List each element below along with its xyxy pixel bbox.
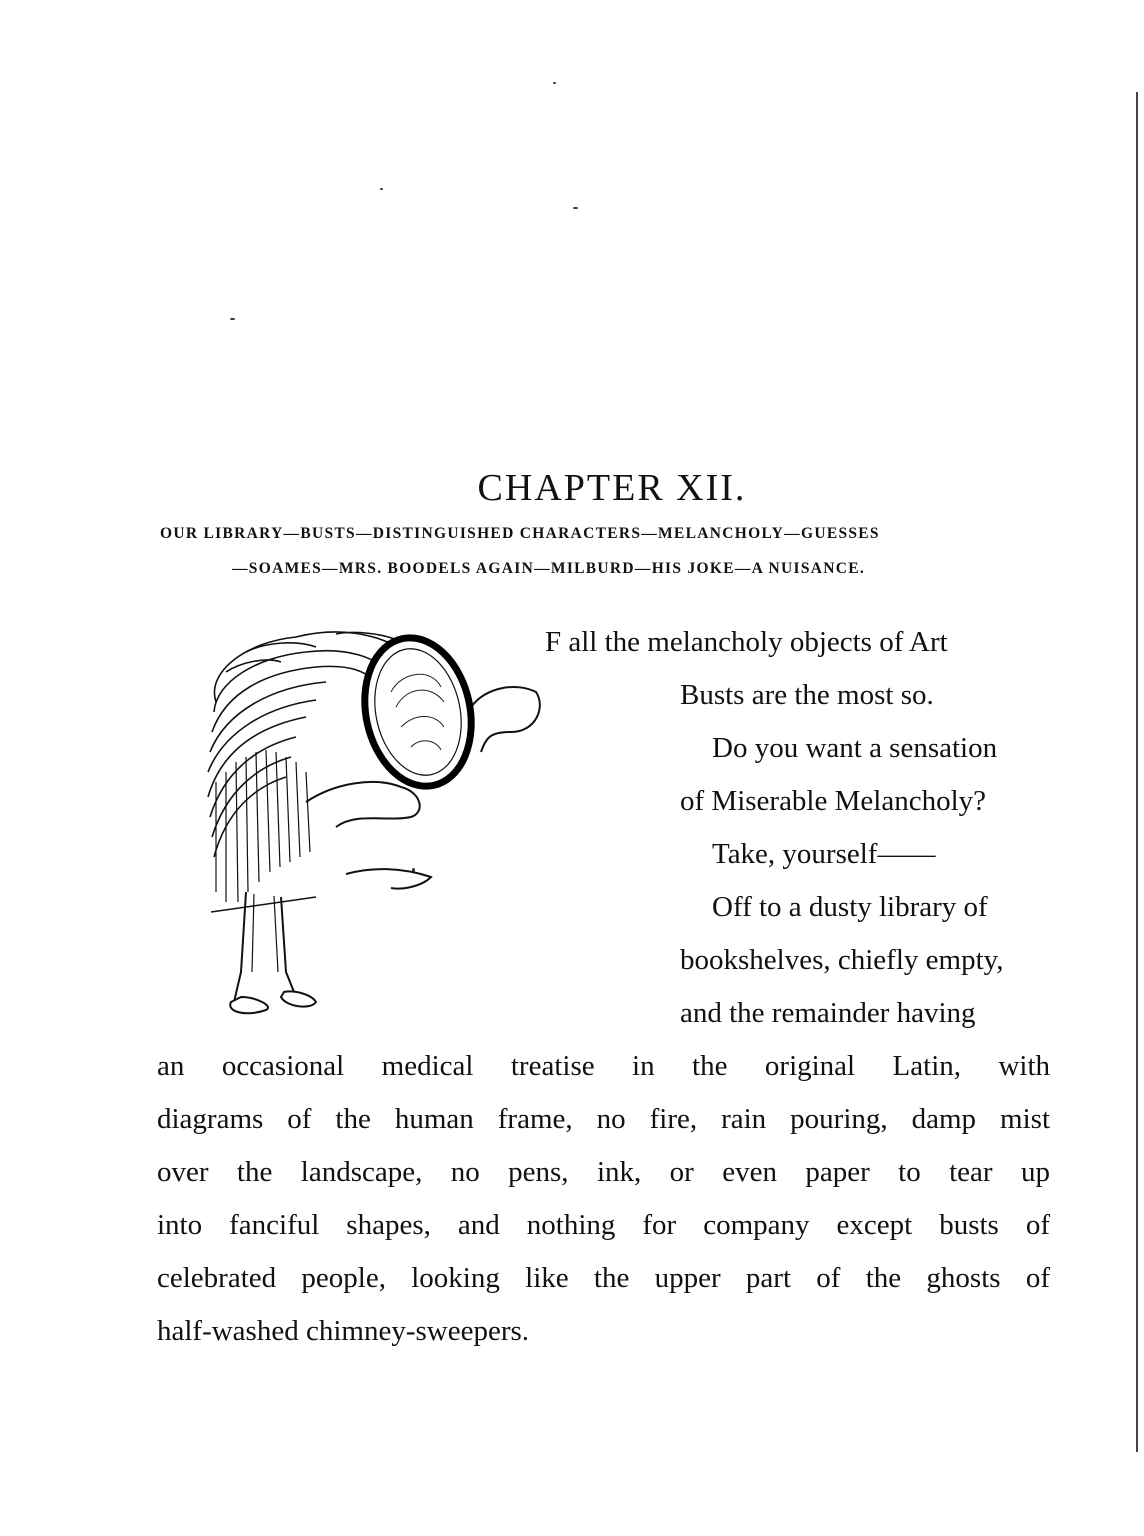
man-with-magnifying-glass-illustration xyxy=(186,612,550,1032)
text-line: and the remainder having xyxy=(680,997,976,1029)
print-speck xyxy=(553,82,556,84)
text-line: Take, yourself—— xyxy=(712,838,936,870)
print-speck xyxy=(230,318,235,320)
text-line: half-washed chimney-sweepers. xyxy=(157,1315,530,1347)
print-speck xyxy=(380,188,383,190)
text-line: celebrated people, looking like the upper part of the ghosts of xyxy=(157,1262,1050,1294)
text-line: into fanciful shapes, and nothing for company except busts of xyxy=(157,1209,1050,1241)
text-line: of Miserable Melancholy? xyxy=(680,785,987,817)
chapter-synopsis-line-1: OUR LIBRARY—BUSTS—DISTINGUISHED CHARACTERS—MELANCHOLY—GUESSES xyxy=(160,525,880,542)
paragraph-drop-cap-line: F all the melancholy objects of Art xyxy=(545,626,948,658)
text-line: diagrams of the human frame, no fire, rain pouring, damp mist xyxy=(157,1103,1050,1135)
page-edge-shadow xyxy=(1136,92,1138,1452)
text-line: bookshelves, chiefly empty, xyxy=(680,944,1004,976)
chapter-title: CHAPTER XII. xyxy=(477,467,747,509)
chapter-synopsis-line-2: —SOAMES—MRS. BOODELS AGAIN—MILBURD—HIS JOKE—A NUISANCE. xyxy=(232,560,866,577)
text-line: Off to a dusty library of xyxy=(712,891,988,923)
text-line: Do you want a sensation xyxy=(712,732,998,764)
text-line: over the landscape, no pens, ink, or even paper to tear up xyxy=(157,1156,1050,1188)
print-speck xyxy=(573,207,578,209)
text-line: an occasional medical treatise in the original Latin, with xyxy=(157,1050,1050,1082)
text-line: Busts are the most so. xyxy=(680,679,934,711)
